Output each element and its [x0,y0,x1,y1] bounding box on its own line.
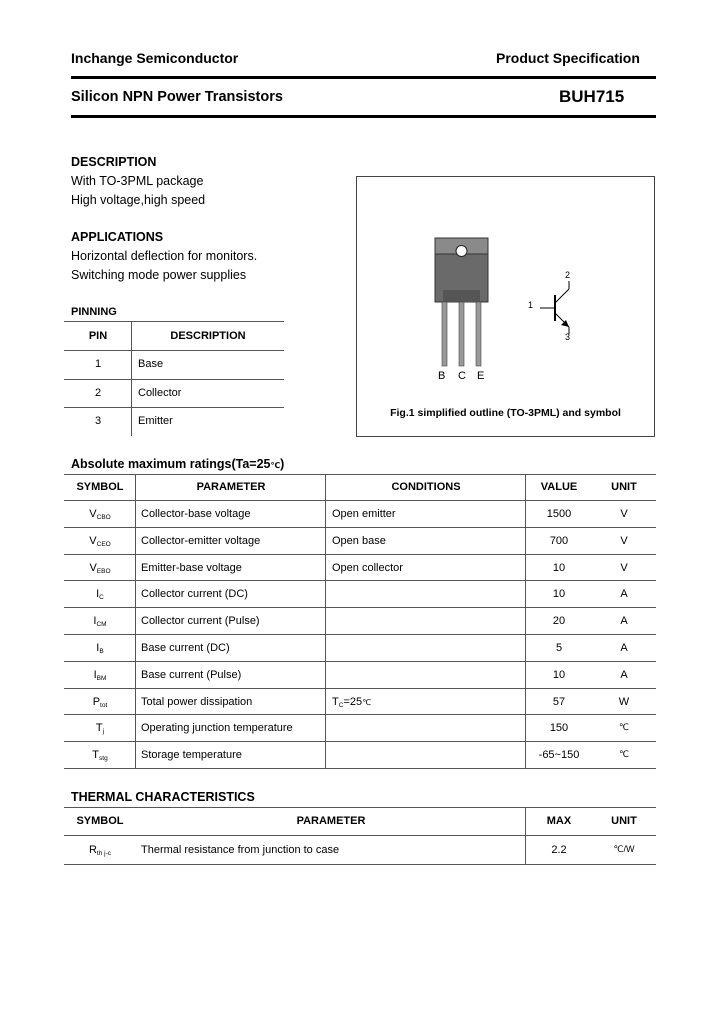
symbol-label-1: 1 [528,300,534,310]
lead-label-c: C [458,370,466,382]
abs-condition: Open collector [332,561,403,574]
abs-parameter: Operating junction temperature [141,722,293,735]
pin-desc: Emitter [138,415,173,427]
abs-header-value: VALUE [540,481,578,493]
abs-parameter: Collector-emitter voltage [141,534,261,547]
abs-table-rule [64,500,656,501]
thermal-header-max: MAX [546,815,572,827]
abs-symbol: $V_{CBO}$ [89,508,111,521]
abs-condition: $T_C=25℃$ [332,695,372,709]
abs-parameter: Total power dissipation [141,695,253,708]
application-item: Horizontal deflection for monitors. [71,249,258,263]
abs-unit: ℃ [618,722,630,733]
abs-table-rule [64,768,656,769]
product-line: Silicon NPN Power Transistors [71,89,283,105]
lead-label-b: B [438,370,446,382]
application-item: Switching mode power supplies [71,268,247,282]
pin-number: 1 [94,358,102,370]
abs-header-conditions: CONDITIONS [391,481,461,493]
abs-table-rule [64,554,656,555]
abs-unit: ℃ [618,749,630,760]
figure-box [356,176,655,437]
pin-number: 3 [94,415,102,427]
abs-unit: A [620,668,628,681]
abs-parameter: Base current (Pulse) [141,668,242,681]
thermal-parameter: Thermal resistance from junction to case [141,844,340,856]
abs-value: 10 [552,668,566,681]
abs-value: 5 [555,642,563,654]
abs-symbol: $I_C$ [96,588,104,602]
thermal-rule [64,807,656,808]
abs-value: 150 [549,722,569,735]
pin-desc: Base [138,358,164,370]
abs-max-title: Absolute maximum ratings(Ta=25℃) [71,457,285,471]
thermal-rule [64,864,656,865]
symbol-label-3: 3 [565,332,571,342]
abs-condition: Open emitter [332,508,396,520]
pin-desc: Collector [138,387,182,399]
pin-number: 2 [94,387,102,399]
thermal-header-unit: UNIT [611,815,637,827]
pinning-header-desc: DESCRIPTION [170,330,246,342]
description-title: DESCRIPTION [71,155,157,169]
pinning-header-pin: PIN [88,330,108,342]
abs-value: 700 [549,534,569,547]
pinning-rule [64,379,284,380]
abs-symbol: $T_j$ [95,722,105,736]
abs-table-rule [64,607,656,608]
part-number: BUH715 [559,87,625,106]
abs-value: -65~150 [538,749,580,762]
abs-table-rule [64,661,656,662]
header-rule-top [71,76,656,79]
degree-glyph: ℃ [270,461,281,470]
abs-parameter: Base current (DC) [141,642,230,654]
abs-col-divider [325,474,326,768]
thermal-header-parameter: PARAMETER [296,815,366,827]
pinning-rule [64,350,284,351]
figure-caption: Fig.1 simplified outline (TO-3PML) and symbol [390,407,621,419]
symbol-label-2: 2 [565,270,571,280]
abs-unit: V [620,534,628,547]
pinning-title: PINNING [71,306,117,318]
thermal-max: 2.2 [551,844,567,856]
abs-unit: V [620,561,628,574]
abs-unit: A [620,615,628,628]
abs-symbol: $V_{EBO}$ [89,561,111,575]
abs-value: 20 [552,615,566,628]
abs-condition: Open base [332,534,386,547]
abs-symbol: $I_B$ [96,642,104,655]
abs-table-rule [64,741,656,742]
abs-value: 57 [552,695,566,708]
abs-table-rule [64,580,656,581]
package-outline-drawing [357,177,654,436]
pinning-rule [64,321,284,322]
abs-header-parameter: PARAMETER [196,481,266,493]
description-item: High voltage,high speed [71,193,206,207]
abs-symbol: $V_{CEO}$ [89,534,111,548]
abs-table-rule [64,634,656,635]
lead-label-e: E [477,370,485,382]
abs-table-rule [64,527,656,528]
description-item: With TO-3PML package [71,174,204,188]
thermal-unit: ℃/W [613,844,635,854]
abs-unit: A [620,588,628,601]
doc-type: Product Specification [496,50,640,66]
abs-parameter: Emitter-base voltage [141,561,242,574]
abs-parameter: Collector current (Pulse) [141,615,260,628]
applications-title: APPLICATIONS [71,230,164,244]
abs-parameter: Collector current (DC) [141,588,248,601]
thermal-title: THERMAL CHARACTERISTICS [71,790,255,804]
company-name: Inchange Semiconductor [71,50,239,66]
abs-unit: V [620,508,628,520]
thermal-symbol: $R_{th j-c}$ [88,844,112,857]
abs-symbol: $I_{CM}$ [93,615,107,629]
abs-table-rule [64,474,656,475]
abs-symbol: $I_{BM}$ [93,668,107,682]
abs-value: 1500 [546,508,572,520]
abs-value: 10 [552,588,566,601]
thermal-rule [64,835,656,836]
thermal-header-symbol: SYMBOL [76,815,124,827]
abs-parameter: Collector-base voltage [141,508,251,520]
abs-table-rule [64,688,656,689]
abs-symbol: $P_{tot}$ [92,695,108,709]
abs-header-unit: UNIT [611,481,637,493]
abs-unit: W [618,695,630,708]
abs-header-symbol: SYMBOL [76,481,124,493]
pinning-rule [64,407,284,408]
header-rule-bottom [71,115,656,118]
abs-unit: A [620,642,628,654]
abs-table-rule [64,714,656,715]
abs-value: 10 [552,561,566,574]
abs-parameter: Storage temperature [141,749,242,762]
abs-symbol: $T_{stg}$ [92,749,108,763]
